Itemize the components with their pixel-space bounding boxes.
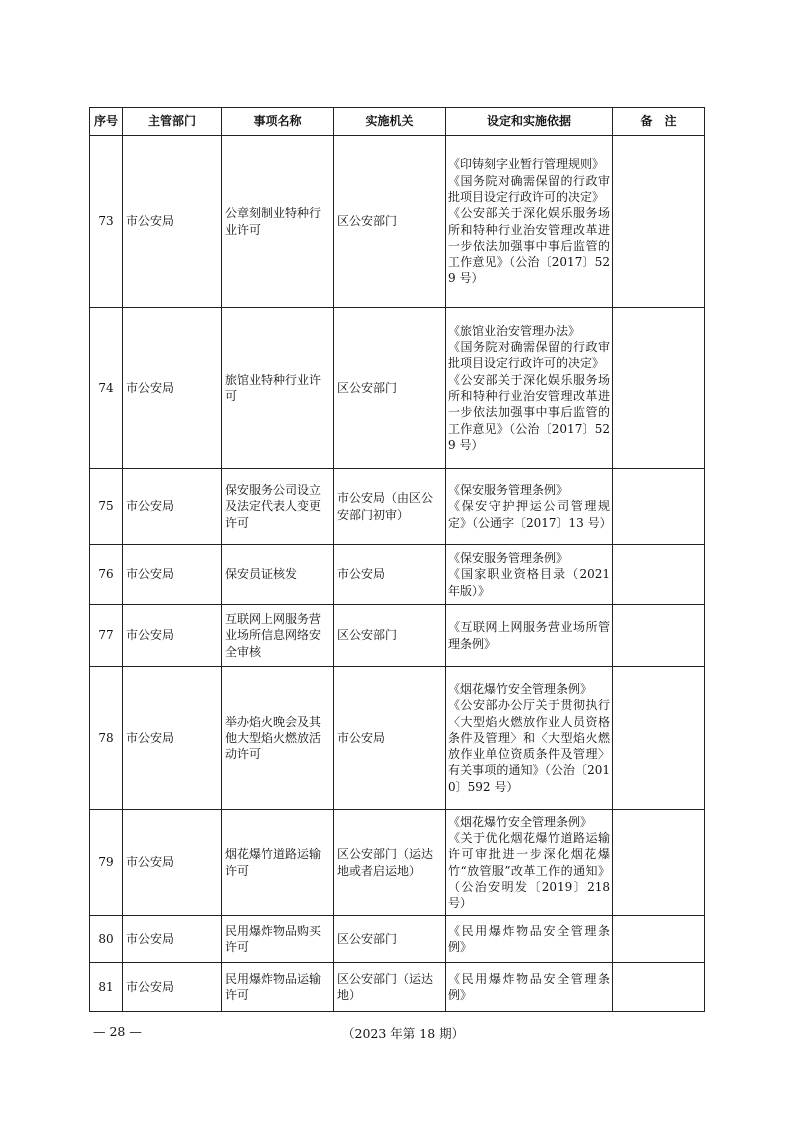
row-agency: 区公安部门（运达地或者启运地） <box>334 810 446 916</box>
row-agency: 区公安部门 <box>334 308 446 469</box>
row-item-name: 保安服务公司设立及法定代表人变更许可 <box>222 469 334 545</box>
row-note <box>613 469 705 545</box>
row-seq: 79 <box>90 810 123 916</box>
row-agency: 区公安部门 <box>334 916 446 963</box>
row-basis <box>446 469 613 545</box>
basis-line: 《烟花爆竹安全管理条例》 <box>448 814 593 829</box>
row-basis <box>446 810 613 916</box>
row-dept: 市公安局 <box>123 963 222 1012</box>
page-number: — 28 — <box>93 1024 142 1039</box>
row-dept: 市公安局 <box>123 308 222 469</box>
row-note <box>613 308 705 469</box>
basis-line: 《烟花爆竹安全管理条例》 <box>448 681 593 696</box>
row-item-name: 保安员证核发 <box>222 545 334 605</box>
row-seq: 75 <box>90 469 123 545</box>
basis-line: 《印铸刻字业暂行管理规则》 <box>448 157 605 172</box>
basis-line: 《公安部关于深化娱乐服务场所和特种行业治安管理改革进一步依法加强事中事后监管的工作意见》（公治〔2017〕529 号） <box>448 372 610 452</box>
row-basis <box>446 308 613 469</box>
basis-line: 《公安部关于深化娱乐服务场所和特种行业治安管理改革进一步依法加强事中事后监管的工作意见》（公治〔2017〕529 号） <box>448 206 610 286</box>
row-note <box>613 605 705 667</box>
table-row <box>90 545 705 605</box>
basis-line: 《保安服务管理条例》 <box>448 551 569 566</box>
basis-line: 《国家职业资格目录（2021 年版）》 <box>448 567 610 598</box>
row-item-name: 民用爆炸物品购买许可 <box>222 916 334 963</box>
basis-line: 《国务院对确需保留的行政审批项目设定行政许可的决定》 <box>448 173 610 204</box>
header-seq: 序号 <box>90 108 123 136</box>
permit-table <box>89 107 705 1012</box>
row-seq: 73 <box>90 136 123 308</box>
table-body <box>90 136 705 1012</box>
basis-line: 《保安服务管理条例》 <box>448 483 569 498</box>
row-agency: 市公安局（由区公安部门初审） <box>334 469 446 545</box>
row-item-name: 互联网上网服务营业场所信息网络安全审核 <box>222 605 334 667</box>
row-basis <box>446 667 613 810</box>
row-dept: 市公安局 <box>123 667 222 810</box>
row-item-name: 烟花爆竹道路运输许可 <box>222 810 334 916</box>
row-note <box>613 810 705 916</box>
row-basis <box>446 136 613 308</box>
header-note: 备 注 <box>613 108 705 136</box>
row-dept: 市公安局 <box>123 136 222 308</box>
table-row <box>90 136 705 308</box>
table-row <box>90 308 705 469</box>
row-item-name: 公章刻制业特种行业许可 <box>222 136 334 308</box>
row-seq: 76 <box>90 545 123 605</box>
row-note <box>613 667 705 810</box>
basis-line: 《旅馆业治安管理办法》 <box>448 323 581 338</box>
row-seq: 81 <box>90 963 123 1012</box>
table-row <box>90 605 705 667</box>
basis-line: 《互联网上网服务营业场所管理条例》 <box>448 620 610 651</box>
basis-line: 《民用爆炸物品安全管理条例》 <box>448 923 610 954</box>
row-dept: 市公安局 <box>123 469 222 545</box>
table-row <box>90 469 705 545</box>
header-dept: 主管部门 <box>123 108 222 136</box>
row-agency: 区公安部门（运达地） <box>334 963 446 1012</box>
row-item-name: 旅馆业特种行业许可 <box>222 308 334 469</box>
row-note <box>613 136 705 308</box>
basis-line: 《保安守护押运公司管理规定》（公通字〔2017〕13 号） <box>448 499 612 530</box>
row-agency: 市公安局 <box>334 667 446 810</box>
row-seq: 80 <box>90 916 123 963</box>
row-agency: 区公安部门 <box>334 605 446 667</box>
basis-line: 《关于优化烟花爆竹道路运输许可审批进一步深化烟花爆竹“放管服”改革工作的通知》（公治安明发〔2019〕218 号） <box>448 830 610 911</box>
row-basis <box>446 963 613 1012</box>
header-agency: 实施机关 <box>334 108 446 136</box>
row-dept: 市公安局 <box>123 916 222 963</box>
row-seq: 78 <box>90 667 123 810</box>
row-item-name: 举办焰火晚会及其他大型焰火燃放活动许可 <box>222 667 334 810</box>
header-basis: 设定和实施依据 <box>446 108 613 136</box>
row-seq: 74 <box>90 308 123 469</box>
row-seq: 77 <box>90 605 123 667</box>
row-basis <box>446 605 613 667</box>
table-row <box>90 667 705 810</box>
row-note <box>613 545 705 605</box>
row-dept: 市公安局 <box>123 810 222 916</box>
basis-line: 《民用爆炸物品安全管理条例》 <box>448 971 610 1002</box>
header-item: 事项名称 <box>222 108 334 136</box>
row-agency: 区公安部门 <box>334 136 446 308</box>
row-note <box>613 963 705 1012</box>
row-dept: 市公安局 <box>123 605 222 667</box>
issue-label: （2023 年第 18 期） <box>342 1026 465 1041</box>
row-agency: 市公安局 <box>334 545 446 605</box>
table-header-row <box>90 108 705 136</box>
basis-line: 《国务院对确需保留的行政审批项目设定行政许可的决定》 <box>448 340 610 371</box>
basis-line: 《公安部办公厅关于贯彻执行〈大型焰火燃放作业人员资格条件及管理〉和〈大型焰火燃放作业单位资质条件及管理〉有关事项的通知》（公治〔2010〕592 号） <box>448 698 610 794</box>
table-row <box>90 916 705 963</box>
table-row <box>90 810 705 916</box>
row-note <box>613 916 705 963</box>
row-basis <box>446 545 613 605</box>
row-item-name: 民用爆炸物品运输许可 <box>222 963 334 1012</box>
row-basis <box>446 916 613 963</box>
row-dept: 市公安局 <box>123 545 222 605</box>
table-row <box>90 963 705 1012</box>
